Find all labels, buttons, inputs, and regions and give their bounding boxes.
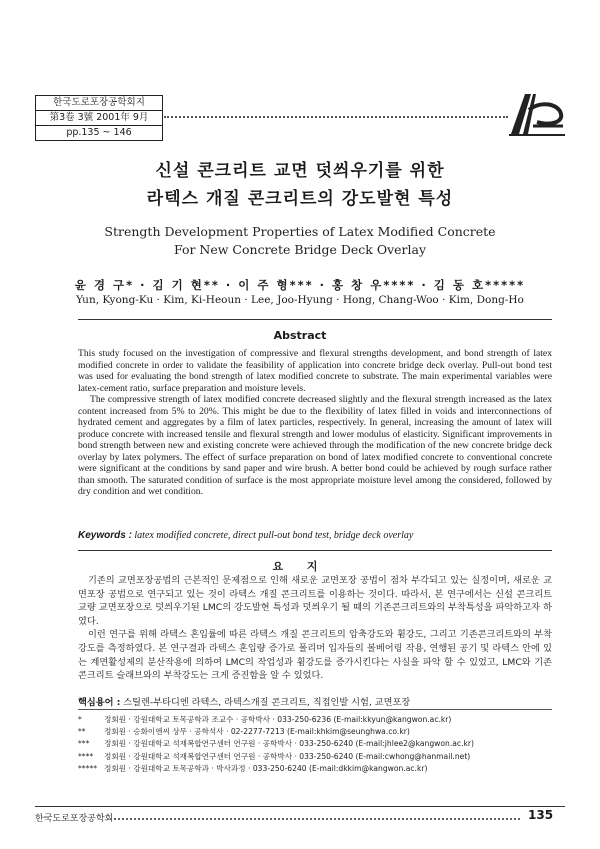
authors-korean: 윤 경 구* · 김 기 현** · 이 주 형*** · 홍 창 우**** · 김 동 호*****: [74, 278, 526, 292]
abstract-paragraph-1: This study focused on the investigation of compressive and flexural strengths development, and bond strength of latex modified concrete in order to validate the feasibility of application into concrete bridge deck overlay. Pull-out bond test was used for evaluating the bond strength of latex modified concrete to substrate. The main experimental variables were latex-cement ratio, surface preparation and moisture levels.: [78, 348, 552, 394]
header-dotted-rule: [164, 116, 508, 118]
footnote-text: 정회원 · 승화이엔씨 상무 · 공학석사 · 02-2277-7213 (E-mail:khkim@seunghwa.co.kr): [104, 727, 410, 737]
core-words-label: 핵심용어 :: [78, 697, 121, 708]
core-words-line: [78, 694, 552, 708]
authors-english: Yun, Kyong-Ku · Kim, Ki-Heoun · Lee, Joo-Hyung · Hong, Chang-Woo · Kim, Dong-Ho: [76, 294, 524, 306]
summary-body: [78, 574, 552, 683]
footnote-rule: [78, 709, 552, 710]
keywords-label: Keywords :: [78, 530, 132, 541]
abstract-paragraph-2: The compressive strength of latex modified concrete decreased slightly and the flexural strength increased as the latex content increased from 5% to 20%. This might be due to the flexibility of latex filled in voids and interconnections of hydrated cement and aggregates by a film of latex particles, respectively. In general, increasing the amount of latex will produce concrete with increased tensile and flexural strength and lower modulus of elasticity. Significant improvements in bond strength between new and existing concrete were achieved through the modification of the new concrete bridge deck overlay by latex polymers. The effect of surface preparation on bond of latex modified concrete to conventional concrete were significant at the conditions by sand paper and wire brush. A better bond could be achieved by rough surface rather than smooth. The saturated condition of surface is the most appropriate moisture level among the considered, followed by dry condition and wet condition.: [78, 394, 552, 497]
footnote-item: [78, 751, 552, 763]
footnote-text: 정회원 · 강원대학교 토목공학과 · 박사과정 · 033-250-6240 (E-mail:dkkim@kangwon.ac.kr): [104, 763, 428, 773]
summary-heading: 요 지: [272, 560, 328, 573]
abstract-heading: Abstract: [273, 329, 327, 342]
footnote-mark: *****: [78, 763, 97, 773]
abstract-top-rule: [78, 319, 552, 320]
core-words-value: 스틸렌-부타디엔 라텍스, 라텍스개질 콘크리트, 직접인발 시험, 교면포장: [123, 697, 411, 708]
footer-rule: [35, 806, 565, 807]
footnote-item: [78, 726, 552, 738]
journal-logo-icon: [507, 90, 567, 138]
english-title-line-1: Strength Development Properties of Latex Modified Concrete: [104, 224, 496, 239]
page-range: pp.135 ~ 146: [66, 127, 132, 138]
keywords-value: latex modified concrete, direct pull-out bond test, bridge deck overlay: [134, 530, 414, 541]
footer-society-name: 한국도로포장공학회: [35, 814, 114, 824]
footnote-mark: **: [78, 727, 86, 737]
summary-top-rule: [78, 550, 552, 551]
footnote-mark: *: [78, 715, 82, 724]
footnote-text: 정회원 · 강원대학교 토목공학과 조교수 · 공학박사 · 033-250-6236 (E-mail:kkyun@kangwon.ac.kr): [104, 715, 452, 724]
english-title-line-2: For New Concrete Bridge Deck Overlay: [173, 242, 427, 257]
footnote-text: 정회원 · 강원대학교 석재복합연구센터 연구원 · 공학박사 · 033-250-6240 (E-mail:jhlee2@kangwon.ac.kr): [104, 739, 474, 749]
korean-title-line-1: 신설 콘크리트 교면 덧씌우기를 위한: [155, 161, 445, 181]
footnote-item: [78, 714, 552, 726]
footnote-item: [78, 763, 552, 775]
summary-paragraph-1: 기존의 교면포장공법의 근본적인 문제점으로 인해 새로운 교면포장 공법이 점차 부각되고 있는 실정이며, 새로운 교면포장 공법으로 연구되고 있는 것이 라텍스 개질 콘크리트를 이용하는 것이다. 따라서, 본 연구에서는 신설 콘크리트 교량 교면포장으로 덧씌우기된 LMC의 강도발현 특성과 덧씌우기 될 때의 기존콘크리트와의 부착특성을 파악하고자 하였다.: [78, 575, 552, 627]
footnote-item: [78, 738, 552, 750]
footnote-text: 정회원 · 강원대학교 석재복합연구센터 연구원 · 공학박사 · 033-250-6240 (E-mail:cwhong@hanmail.net): [104, 751, 471, 761]
korean-title-line-2: 라텍스 개질 콘크리트의 강도발현 특성: [146, 189, 454, 209]
footnote-mark: ****: [78, 751, 94, 761]
volume-issue: 第3卷 3號 2001年 9月: [36, 111, 162, 126]
journal-info-box: [35, 95, 163, 141]
keywords-line: [78, 530, 552, 541]
page-number: 135: [528, 808, 554, 822]
summary-paragraph-2: 이런 연구를 위해 라텍스 혼입률에 따른 라텍스 개질 콘크리트의 압축강도와 휨강도, 그리고 기존콘크리트와의 부착강도를 측정하였다. 본 연구결과 라텍스 혼입량 증가로 폴리머 입자들의 볼베어링 작용, 연행된 공기 및 라텍스 안에 있는 계면활성제의 분산작용에 의하여 LMC의 작업성과 휨강도를 증가시킨다는 사실을 파악 할 수 있었고, LMC와 기존 콘크리트 슬래브와의 부착강도는 크게 증진함을 알 수 있었다.: [78, 629, 552, 682]
author-footnotes: [78, 714, 552, 775]
footnote-mark: ***: [78, 739, 90, 749]
footer-dotted-rule: [110, 818, 520, 820]
abstract-body: [78, 348, 552, 498]
journal-name: 한국도로포장공학회지: [36, 96, 162, 111]
